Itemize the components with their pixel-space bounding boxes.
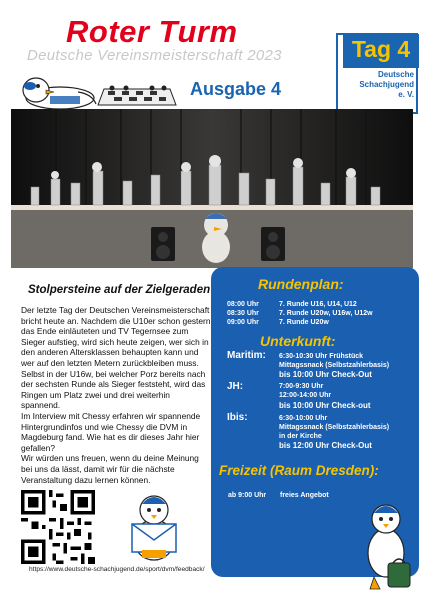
lodging-ibis-checkout: bis 12:00 Uhr Check-Out	[279, 441, 372, 450]
feedback-url-link[interactable]: https://www.deutsche-schachjugend.de/sport/dvm/feedback/	[29, 566, 205, 573]
newsletter-subtitle: Deutsche Vereinsmeisterschaft 2023	[27, 47, 282, 64]
freetime-text: freies Angebot	[280, 492, 329, 499]
lodging-maritim-checkout: bis 10:00 Uhr Check-Out	[279, 370, 372, 379]
lodging-ibis-line-3: in der Kirche	[279, 433, 322, 440]
mascot-lying-icon	[20, 72, 100, 112]
trophy-stage-photo	[11, 109, 413, 268]
schedule-time-2: 08:30 Uhr	[227, 310, 259, 317]
schedule-time-3: 09:00 Uhr	[227, 319, 259, 326]
schedule-heading: Rundenplan:	[258, 276, 344, 292]
day-label: Tag 4	[351, 36, 411, 62]
lodging-maritim-line-2: Mittagssnack (Selbstzahlerbasis)	[279, 362, 390, 369]
schedule-text-2: 7. Runde U20w, U16w, U12w	[279, 310, 373, 317]
lodging-jh-line-1: 7:00-9:30 Uhr	[279, 383, 324, 390]
freetime-time: ab 9:00 Uhr	[228, 492, 267, 499]
mascot-letter-icon	[122, 488, 186, 564]
schedule-text-3: 7. Runde U20w	[279, 319, 329, 326]
lodging-maritim-name: Maritim:	[227, 350, 266, 361]
issue-label: Ausgabe 4	[190, 79, 282, 99]
article-paragraph-3: Wir würden uns freuen, wenn du deine Meinung bei uns da lässt, damit wir für die nächste Veranstaltung dazu lernen können.	[21, 453, 199, 485]
org-line-2: Schachjugend	[359, 80, 414, 89]
mascot-suitcase-icon	[360, 497, 416, 593]
org-line-1: Deutsche	[377, 70, 414, 79]
article-paragraph-1: Der letzte Tag der Deutschen Vereinsmeisterschaft bricht heute an. Nachdem die U10er schon gestern das Ende einläuteten und TV Tegernsee zum Sieger aufstieg, wird sich heute zeigen, wer sich in den anderen Altersklassen behaupten kann und wer auf den letzten Metern zurückbleiben muss. Selbst in der U16w, bei welcher Porz bereits nach der sechsten Runde als Sieger feststeht, wird das Ringen um Platz zwei und drei weiterhin spannend.	[21, 305, 211, 411]
article-body	[21, 305, 211, 485]
lodging-ibis-line-1: 6:30-10:00 Uhr	[279, 415, 328, 422]
lodging-jh-checkout: bis 10:00 Uhr Check-out	[279, 401, 371, 410]
schedule-time-1: 08:00 Uhr	[227, 301, 259, 308]
lodging-ibis-line-2: Mittagssnack (Selbstzahlerbasis)	[279, 424, 390, 431]
article-title: Stolpersteine auf der Zielgeraden	[28, 284, 211, 296]
lodging-heading: Unterkunft:	[260, 333, 336, 349]
newsletter-title: Roter Turm	[66, 14, 238, 49]
freetime-heading: Freizeit (Raum Dresden):	[219, 463, 379, 478]
lodging-maritim-line-1: 6:30-10:30 Uhr Frühstück	[279, 353, 364, 360]
org-line-3: e. V.	[398, 90, 414, 99]
article-paragraph-2: Im Interview mit Chessy erfahren wir spannende Hintergrundinfos und wie Chessy die DVM in Magdeburg fand. Wie hat es dir dieses Jahr hier gefallen?	[21, 410, 201, 453]
feedback-qr-code-icon[interactable]	[21, 490, 95, 564]
schedule-text-1: 7. Runde U16, U14, U12	[279, 301, 357, 308]
organization-name	[340, 70, 414, 100]
lodging-jh-name: JH:	[227, 381, 244, 392]
lodging-jh-line-2: 12:00-14:00 Uhr	[279, 392, 332, 399]
lodging-ibis-name: Ibis:	[227, 412, 248, 423]
chessboard-icon	[92, 85, 182, 107]
